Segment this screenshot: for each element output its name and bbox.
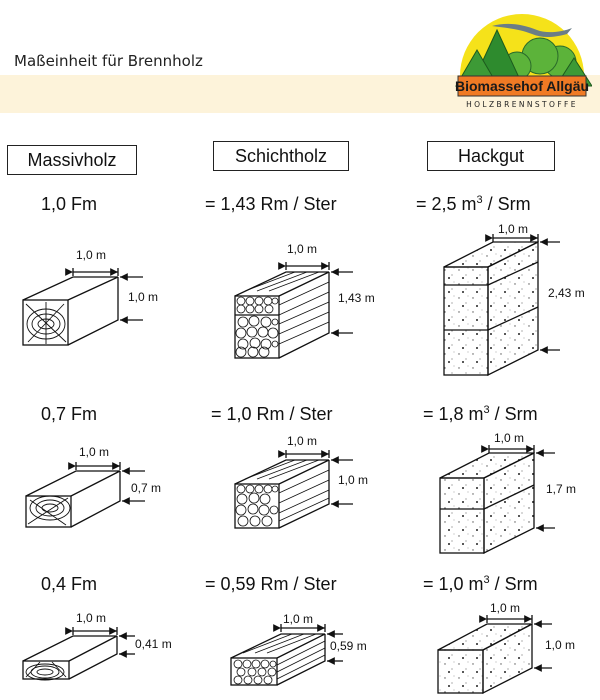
massivholz-width-row2: 1,0 m — [79, 445, 110, 459]
schichtholz-value-row2: = 1,0 Rm / Ster — [211, 404, 333, 424]
schichtholz-value-row3: = 0,59 Rm / Ster — [205, 574, 337, 594]
massivholz-width-row1: 1,0 m — [76, 248, 107, 262]
massivholz-cube-row1-icon — [0, 220, 200, 390]
logo-biomassehof — [452, 4, 592, 112]
massivholz-value-row2: 0,7 Fm — [41, 404, 98, 424]
massivholz-cube-row2-icon — [0, 430, 200, 560]
hackgut-value-row3: = 1,0 $m^3$ / Srm — [423, 574, 538, 594]
schichtholz-width-row1: 1,0 m — [287, 242, 318, 256]
massivholz-height-row2: 0,7 m — [131, 481, 162, 495]
massivholz-value-row1: 1,0 Fm — [41, 194, 98, 214]
logo-graphic-icon — [452, 4, 592, 112]
hackgut-width-row3: 1,0 m — [490, 601, 521, 615]
hackgut-width-row1: 1,0 m — [498, 222, 529, 236]
massivholz-height-row3: 0,41 m — [135, 637, 172, 651]
hackgut-value-row1: = 2,5 $m^3$ / Srm — [416, 194, 531, 214]
massivholz-cube-row3-icon — [0, 600, 200, 700]
hackgut-height-row1: 2,43 m — [548, 286, 585, 300]
category-schichtholz: Schichtholz — [213, 141, 349, 171]
massivholz-width-row3: 1,0 m — [76, 611, 107, 625]
category-massivholz: Massivholz — [7, 145, 137, 175]
hackgut-pile-row1-icon — [400, 210, 600, 390]
schichtholz-height-row2: 1,0 m — [338, 473, 369, 487]
category-hackgut: Hackgut — [427, 141, 555, 171]
schichtholz-width-row3: 1,0 m — [283, 612, 314, 626]
massivholz-value-row3: 0,4 Fm — [41, 574, 98, 594]
hackgut-width-row2: 1,0 m — [494, 431, 525, 445]
schichtholz-width-row2: 1,0 m — [287, 434, 318, 448]
hackgut-value-row2: = 1,8 $m^3$ / Srm — [423, 404, 538, 424]
schichtholz-height-row1: 1,43 m — [338, 291, 375, 305]
schichtholz-height-row3: 0,59 m — [330, 639, 367, 653]
page-title: Maßeinheit für Brennholz — [14, 52, 203, 70]
hackgut-height-row2: 1,7 m — [546, 482, 577, 496]
schichtholz-stack-row2-icon — [200, 425, 400, 565]
logo-tagline: HOLZBRENNSTOFFE — [466, 100, 578, 109]
hackgut-pile-row2-icon — [400, 420, 600, 570]
schichtholz-stack-row1-icon — [200, 220, 400, 390]
logo-name: Biomassehof Allgäu — [454, 78, 590, 94]
hackgut-height-row3: 1,0 m — [545, 638, 576, 652]
massivholz-height-row1: 1,0 m — [128, 290, 159, 304]
schichtholz-stack-row3-icon — [200, 595, 400, 700]
schichtholz-value-row1: = 1,43 Rm / Ster — [205, 194, 337, 214]
hackgut-pile-row3-icon — [400, 590, 600, 700]
